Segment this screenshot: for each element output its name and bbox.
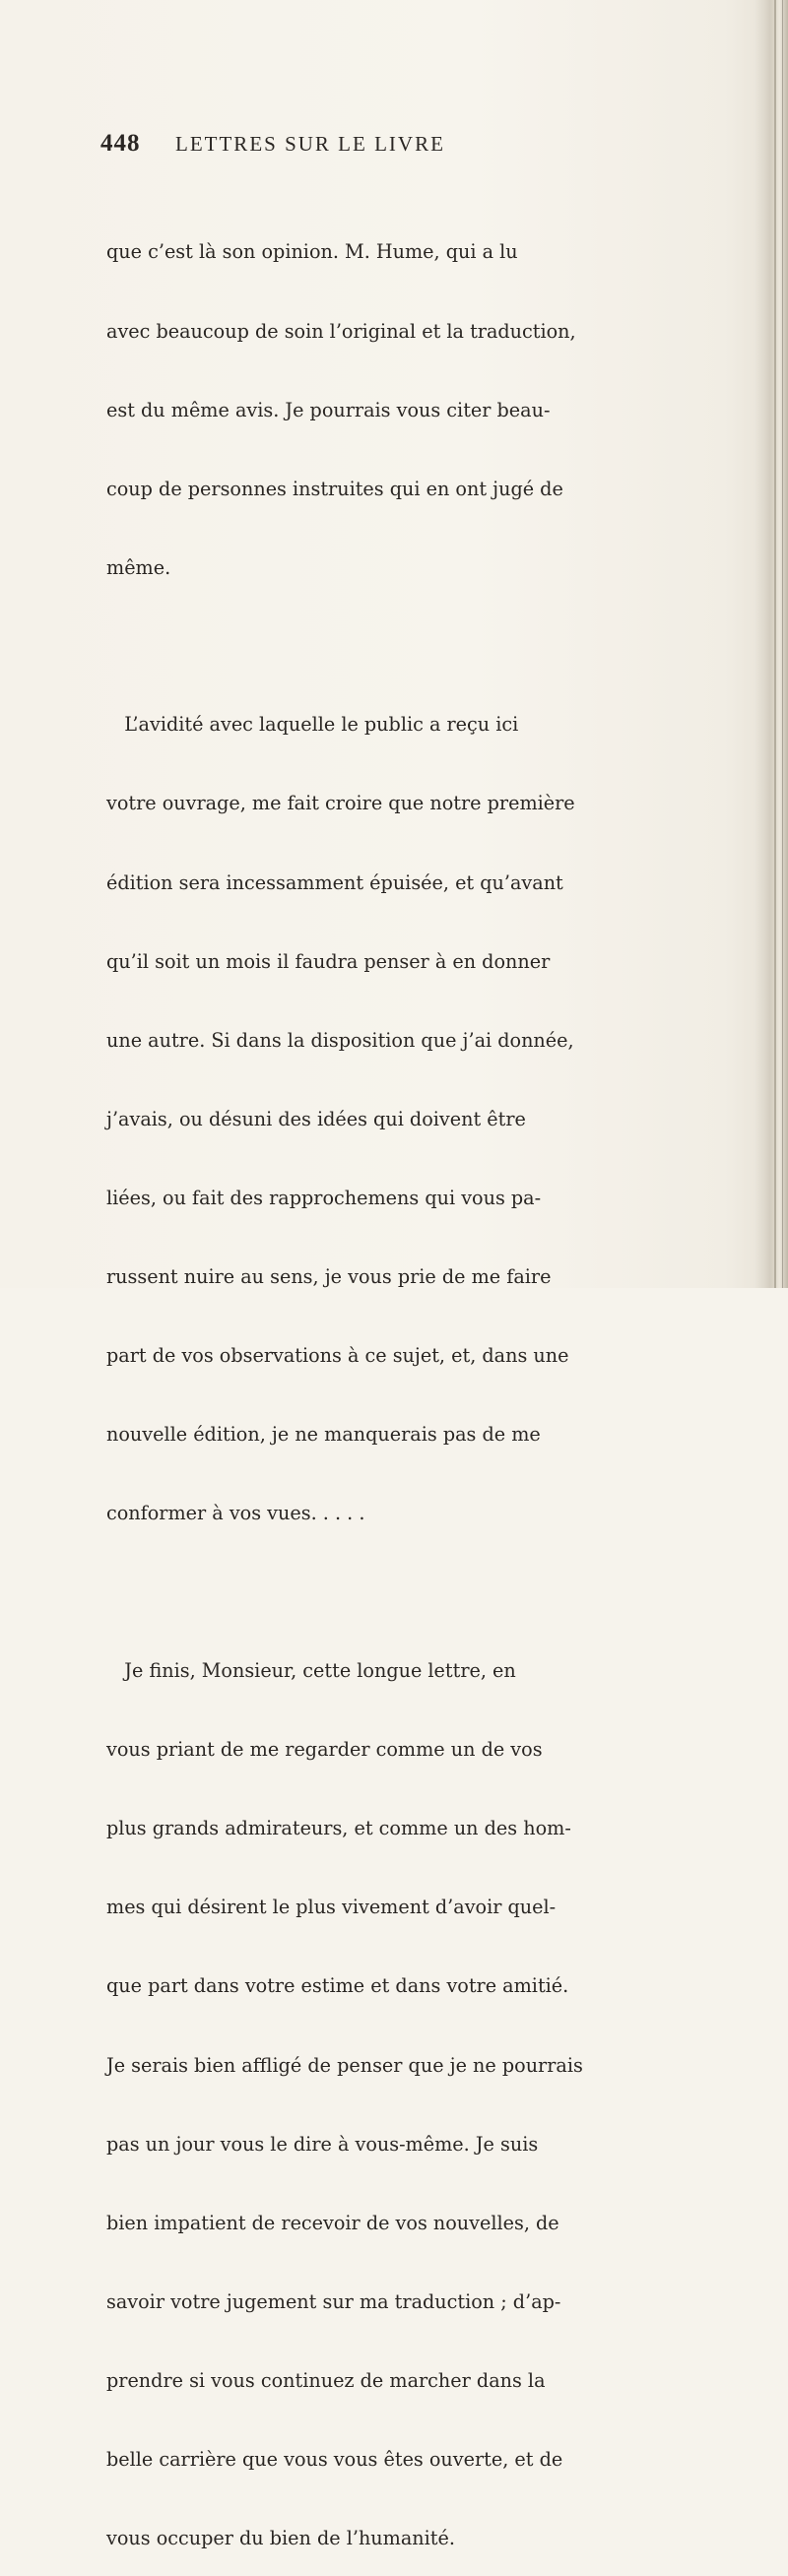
text-line: vous occuper du bien de l’humanité. [106,2527,455,2550]
running-title: LETTRES SUR LE LIVRE [175,132,445,156]
text-line: vous priant de me regarder comme un de vos [106,1738,543,1762]
text-line: savoir votre jugement sur ma traduction ; d’ap- [106,2289,561,2313]
text-line: part de vos observations à ce sujet, et, dans une [106,1344,569,1368]
paragraph-3 [106,1606,737,2576]
text-line: que part dans votre estime et dans votre amitié. [106,1974,569,1998]
page-edge-line-outer [782,0,783,1288]
text-line: russent nuire au sens, je vous prie de me faire [106,1265,552,1289]
text-line: Je finis, Monsieur, cette longue lettre, en [106,1658,516,1682]
text-line: coup de personnes instruites qui en ont jugé de [106,477,563,500]
text-line: nouvelle édition, je ne manquerais pas de me [106,1423,541,1447]
text-line: j’avais, ou désuni des idées qui doivent être [106,1107,526,1130]
running-header [100,130,737,187]
page-edge-line [774,0,776,1288]
text-line: qu’il soit un mois il faudra penser à en donner [106,949,551,973]
paragraph-gap [106,1580,737,1606]
paragraph-2 [106,660,737,1580]
text-line: belle carrière que vous vous êtes ouverte, et de [106,2448,563,2472]
page-content [100,130,737,2576]
text-line: conformer à vos vues. . . . . [106,1502,365,1525]
text-line: Je serais bien affligé de penser que je ne pourrais [106,2053,583,2077]
text-line: édition sera incessamment épuisée, et qu’avant [106,870,563,894]
text-line: pas un jour vous le dire à vous-même. Je suis [106,2132,539,2156]
text-line: liées, ou fait des rapprochemens qui vous pa- [106,1187,542,1210]
text-line: prendre si vous continuez de marcher dans la [106,2368,546,2392]
text-line: que c’est là son opinion. M. Hume, qui a lu [106,240,518,264]
text-line: avec beaucoup de soin l’original et la traduction, [106,319,576,343]
text-line: mes qui désirent le plus vivement d’avoir quel- [106,1896,557,1919]
text-line: plus grands admirateurs, et comme un des hom- [106,1817,571,1840]
text-line: est du même avis. Je pourrais vous citer beau- [106,398,551,421]
text-line: bien impatient de recevoir de vos nouvelles, de [106,2211,559,2234]
text-line: même. [106,555,171,579]
text-line: L’avidité avec laquelle le public a reçu ici [106,713,519,737]
paragraph-1 [106,187,737,634]
page-number: 448 [100,130,141,157]
text-line: une autre. Si dans la disposition que j’ai donnée, [106,1028,574,1052]
paragraph-gap [106,634,737,660]
text-line: votre ouvrage, me fait croire que notre première [106,792,575,815]
